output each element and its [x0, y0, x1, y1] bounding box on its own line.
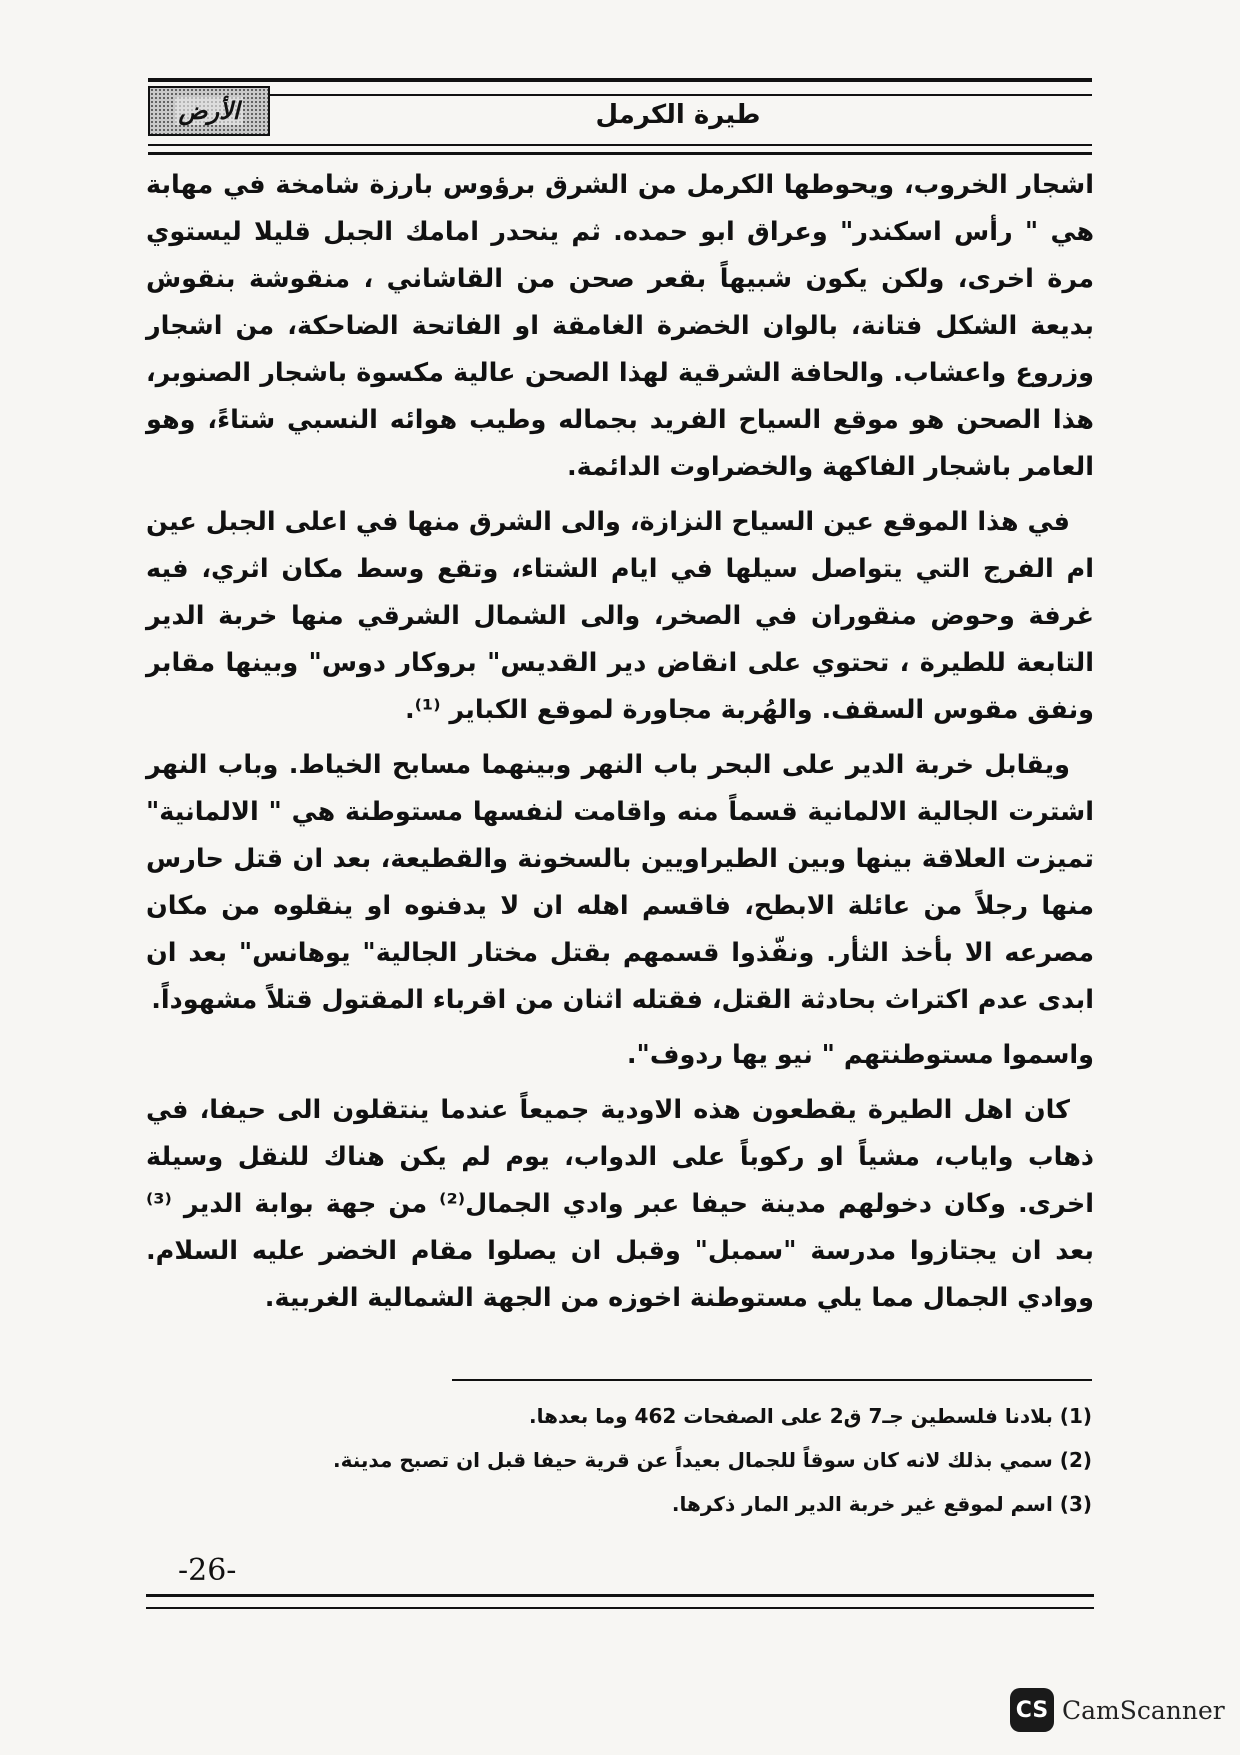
section-badge-label: الأرض — [175, 97, 244, 125]
camscanner-watermark — [1010, 1684, 1225, 1736]
section-badge — [148, 86, 270, 136]
header-top-rule — [148, 78, 1092, 96]
paragraph-3: ويقابل خربة الدير على البحر باب النهر وبينهما مسابح الخياط. وباب النهر اشترت الجالية الالمانية قسماً منه واقامت لنفسها مستوطنة هي " الالمانية" تميزت العلاقة بينها وبين الطيراويين بالسخونة والقطيعة، بعد ان قتل حارس منها رجلاً من عائلة الابطح، فاقسم اهله ان لا يدفنوه او ينقلوه من مكان مصرعه الا بأخذ الثأر. ونفّذوا قسمهم بقتل مختار الجالية" يوهانس" بعد ان ابدى عدم اكتراث بحادثة القتل، فقتله اثنان من اقرباء المقتول قتلاً مشهوداً. — [146, 750, 1094, 1015]
body-text — [146, 162, 1094, 1330]
paragraph-1: اشجار الخروب، ويحوطها الكرمل من الشرق برؤوس بارزة شامخة في مهابة هي " رأس اسكندر" وعراق ابو حمده. ثم ينحدر امامك الجبل قليلا ليستوي مرة اخرى، ولكن يكون شبيهاً بقعر صحن من القاشاني ، منقوشة بنقوش بديعة الشكل فتانة، بالوان الخضرة الغامقة او الفاتحة الضاحكة، من اشجار وزروع واعشاب. والحافة الشرقية لهذا الصحن عالية مكسوة باشجار الصنوبر، هذا الصحن هو موقع السياح الفريد بجماله وطيب هوائه النسبي شتاءً، وهو العامر باشجار الفاكهة والخضراوت الدائمة. — [146, 170, 1094, 482]
camscanner-label: CamScanner — [1062, 1695, 1225, 1725]
footnote-3: (3) اسم لموقع غير خربة الدير المار ذكرها. — [671, 1492, 1092, 1516]
paragraph-4: واسموا مستوطنتهم " نيو يها ردوف". — [626, 1040, 1094, 1070]
footnote-1: (1) بلادنا فلسطين جـ7 ق2 على الصفحات 462 وما بعدها. — [528, 1404, 1092, 1428]
running-title: طيرة الكرمل — [595, 100, 761, 130]
page-header — [148, 78, 1092, 152]
paragraph-5: كان اهل الطيرة يقطعون هذه الاودية جميعاً عندما ينتقلون الى حيفا، في ذهاب واياب، مشياً او ركوباً على الدواب، يوم لم يكن هناك للنقل وسيلة اخرى. وكان دخولهم مدينة حيفا عبر وادي الجمال⁽²⁾ من جهة بوابة الدير ⁽³⁾ بعد ان يجتازوا مدرسة "سمبل" وقبل ان يصلوا مقام الخضر عليه السلام. ووادي الجمال مما يلي مستوطنة اخوزه من الجهة الشمالية الغربية. — [146, 1095, 1094, 1313]
footnote-separator — [452, 1379, 1092, 1381]
header-bottom-rule — [148, 144, 1092, 155]
paragraph-2: في هذا الموقع عين السياح النزازة، والى الشرق منها في اعلى الجبل عين ام الفرج التي يتواصل سيلها في ايام الشتاء، وتقع وسط مكان اثري، فيه غرفة وحوض منقوران في الصخر، والى الشمال الشرقي منها خربة الدير التابعة للطيرة ، تحتوي على انقاض دير القديس" بروكار دوس" وبينها مقابر ونفق مقوس السقف. والهُربة مجاورة لموقع الكباير ⁽¹⁾. — [146, 507, 1094, 725]
camscanner-logo-icon: CS — [1010, 1688, 1054, 1732]
footnotes — [146, 1394, 1092, 1526]
page-number: -26- — [178, 1553, 237, 1588]
footer-rule — [146, 1594, 1094, 1609]
footnote-2: (2) سمي بذلك لانه كان سوقاً للجمال بعيداً عن قرية حيفا قبل ان تصبح مدينة. — [333, 1448, 1092, 1472]
